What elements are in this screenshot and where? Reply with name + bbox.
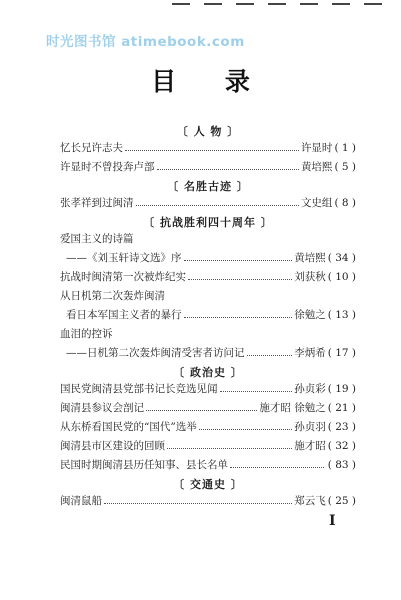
entry-title: 看日本军国主义者的暴行 (66, 309, 182, 321)
section-heading: 〔 名胜古迹 〕 (167, 180, 249, 193)
entry-author: 文史组 (300, 197, 333, 209)
entry-page: ( 83 ) (327, 459, 356, 471)
entry-author: 刘获秋 (294, 271, 326, 283)
entry-title: 闽清县市区建设的回顾 (60, 440, 165, 452)
entry-page: ( 23 ) (327, 421, 356, 433)
entry-page: ( 21 ) (327, 402, 356, 414)
entry-page: ( 19 ) (327, 383, 356, 395)
entry-heading: 从日机第二次轰炸闽清 (60, 290, 165, 302)
entry-page: ( 1 ) (334, 142, 356, 154)
page-title: 目 录 (151, 67, 270, 96)
entry-page: ( 13 ) (327, 309, 356, 321)
entry-title: 从东桥看国民党的“国代”选举 (60, 421, 197, 433)
top-border-dashes (0, 0, 401, 12)
toc-entry[interactable] (60, 270, 356, 285)
dot-leader (146, 410, 257, 411)
toc-entry[interactable] (60, 141, 356, 156)
entry-title: 忆长兄许志夫 (60, 142, 123, 154)
entry-author: 施才昭 (294, 440, 326, 452)
dot-leader (157, 169, 299, 170)
dot-leader (230, 467, 324, 468)
entry-page: ( 8 ) (334, 197, 356, 209)
watermark-text: 时光图书馆 atimebook.com (46, 34, 245, 50)
entry-author: 黄培熙 (294, 252, 326, 264)
entry-page: ( 10 ) (327, 271, 356, 283)
section-heading: 〔 政治史 〕 (173, 366, 243, 379)
dot-leader (104, 503, 292, 504)
dot-leader (220, 391, 293, 392)
toc-entry[interactable] (60, 401, 356, 416)
entry-page: ( 5 ) (334, 161, 356, 173)
entry-page: ( 25 ) (327, 495, 356, 507)
entry-author: 孙贞羽 (294, 421, 326, 433)
toc-entry[interactable] (60, 439, 356, 454)
section-heading: 〔 人 物 〕 (176, 125, 240, 138)
entry-title: 许显时不曾投奔卢部 (60, 161, 155, 173)
entry-author: 许显时 (300, 142, 333, 154)
section-heading: 〔 交通史 〕 (173, 478, 243, 491)
entry-author: 李炳希 (294, 347, 326, 359)
entry-heading: 血泪的控诉 (60, 328, 113, 340)
dot-leader (167, 448, 292, 449)
entry-author: 郑云飞 (294, 495, 326, 507)
entry-page: ( 17 ) (327, 347, 356, 359)
dot-leader (125, 150, 299, 151)
entry-title: 闽清鼠船 (60, 495, 102, 507)
toc-entry[interactable] (60, 458, 356, 473)
entry-title: 张孝祥到过闽清 (60, 197, 134, 209)
entry-heading: 爱国主义的诗篇 (60, 233, 134, 245)
dot-leader (188, 279, 292, 280)
toc-entry[interactable] (60, 251, 356, 266)
dot-leader (184, 317, 293, 318)
toc-entry[interactable] (60, 196, 356, 211)
entry-author: 徐勉之 (294, 309, 326, 321)
dot-leader (184, 260, 293, 261)
entry-title: ——日机第二次轰炸闽清受害者访问记 (66, 347, 245, 359)
toc-entry[interactable] (60, 420, 356, 435)
entry-title: 闽清县参议会剖记 (60, 402, 144, 414)
dot-leader (247, 355, 293, 356)
toc-entry[interactable] (60, 160, 356, 175)
entry-author: 孙贞彩 (294, 383, 326, 395)
toc-entry[interactable] (60, 382, 356, 397)
entry-author: 黄培熙 (300, 161, 333, 173)
toc-entry[interactable] (60, 308, 356, 323)
toc-entry[interactable] (60, 494, 356, 509)
page-number: I (329, 513, 336, 529)
entry-title: 民国时期闽清县历任知事、县长名单 (60, 459, 228, 471)
dot-leader (136, 205, 299, 206)
entry-page: ( 34 ) (327, 252, 356, 264)
toc-entry[interactable] (60, 346, 356, 361)
entry-page: ( 32 ) (327, 440, 356, 452)
entry-title: ——《刘玉轩诗文选》序 (66, 252, 182, 264)
table-of-contents (60, 122, 356, 513)
entry-title: 国民党闽清县党部书记长竞选见闻 (60, 383, 218, 395)
dot-leader (199, 429, 293, 430)
section-heading: 〔 抗战胜利四十周年 〕 (143, 216, 273, 229)
entry-author: 施才昭 徐勉之 (259, 402, 326, 414)
entry-title: 抗战时闽清第一次被炸纪实 (60, 271, 186, 283)
